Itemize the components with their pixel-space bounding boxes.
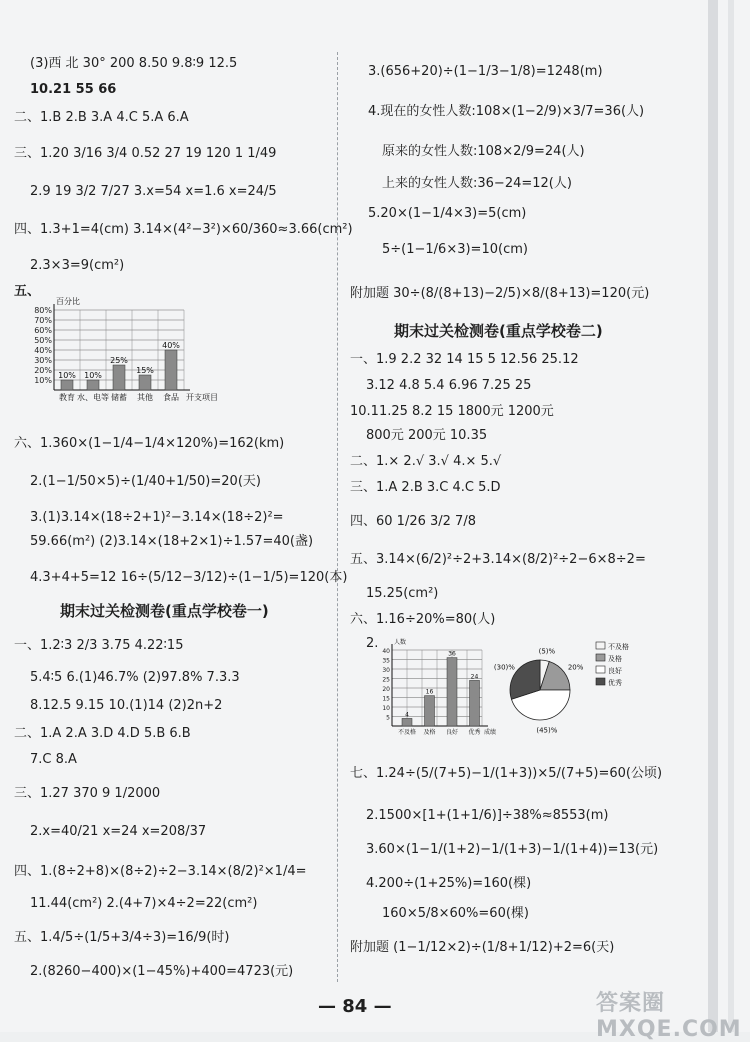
bar-value-label: 10% xyxy=(84,371,102,380)
right2-line-3: 10.11.25 8.2 15 1800元 1200元 xyxy=(350,404,554,419)
right2-line-5: 二、1.× 2.√ 3.√ 4.× 5.√ xyxy=(350,454,502,469)
left2-line-7: 2.x=40/21 x=24 x=208/37 xyxy=(30,824,207,839)
pie-slice-label: 20% xyxy=(567,663,584,672)
right3-line-2: 2.1500×[1+(1+1/6)]÷38%≈8553(m) xyxy=(366,808,609,823)
bar xyxy=(87,380,99,390)
bar-value-label: 10% xyxy=(58,371,76,380)
left2-line-1: 一、1.2∶3 2/3 3.75 4.22∶15 xyxy=(14,638,184,653)
x-tick-label: 不及格 xyxy=(397,729,417,736)
y-axis-label: 百分比 xyxy=(56,297,80,306)
y-axis-label: 人数 xyxy=(394,639,407,646)
right3-line-3: 3.60×(1−1/(1+2)−1/(1+3)−1/(1+4))=13(元) xyxy=(366,842,659,857)
x-tick-label: 教育 xyxy=(59,393,75,402)
pie-slice-label: (5)% xyxy=(538,647,556,656)
bar xyxy=(61,380,73,390)
right3-line-5: 160×5/8×60%=60(棵) xyxy=(382,906,529,921)
x-tick-label: 优秀 xyxy=(468,729,481,736)
y-tick-label: 25 xyxy=(382,676,390,684)
page-edge-shadow-2 xyxy=(728,0,734,1032)
score-pie-chart xyxy=(493,634,700,740)
right2-line-4: 800元 200元 10.35 xyxy=(366,428,488,443)
column-divider xyxy=(337,52,338,982)
left-line-10: 2.(1−1/50×5)÷(1/40+1/50)=20(天) xyxy=(30,474,261,489)
x-tick-label: 食品 xyxy=(163,393,179,402)
pie-slice-label: (30)% xyxy=(493,663,515,672)
right-line-6: 5÷(1−1/6×3)=10(cm) xyxy=(382,242,528,257)
left-line-7: 2.3×3=9(cm²) xyxy=(30,258,125,273)
bar xyxy=(165,350,177,390)
left-line-5: 2.9 19 3/2 7/27 3.x=54 x=1.6 x=24/5 xyxy=(30,184,277,199)
section-title-school-1: 期末过关检测卷(重点学校卷一) xyxy=(60,602,269,620)
right-line-1: 3.(656+20)÷(1−1/3−1/8)=1248(m) xyxy=(368,64,603,79)
y-tick-label: 40 xyxy=(382,648,390,655)
spending-bar-chart xyxy=(24,290,264,412)
pie-slice-label: (45)% xyxy=(536,726,558,735)
bar xyxy=(113,365,125,390)
left2-line-2: 5.4∶5 6.(1)46.7% (2)97.8% 7.3.3 xyxy=(30,670,240,685)
score-bar-chart xyxy=(372,634,498,740)
left2-line-5: 7.C 8.A xyxy=(30,752,77,767)
y-tick-label: 40% xyxy=(34,346,52,355)
y-tick-label: 60% xyxy=(34,326,52,335)
x-tick-label: 其他 xyxy=(137,393,153,402)
bar xyxy=(470,680,480,726)
left-line-3: 二、1.B 2.B 3.A 4.C 5.A 6.A xyxy=(14,110,189,125)
bar-value-label: 15% xyxy=(136,366,154,375)
left-line-8: 五、 xyxy=(14,284,41,299)
y-tick-label: 10 xyxy=(382,705,390,712)
legend-label: 及格 xyxy=(608,655,622,663)
bar-value-label: 25% xyxy=(110,356,128,365)
legend-swatch xyxy=(596,654,605,661)
left2-line-6: 三、1.27 370 9 1/2000 xyxy=(14,786,161,801)
right-line-4: 上来的女性人数:36−24=12(人) xyxy=(382,176,572,191)
bar xyxy=(139,375,151,390)
right3-line-4: 4.200÷(1+25%)=160(棵) xyxy=(366,876,532,891)
right-line-7: 附加题 30÷(8/(8+13)−2/5)×8/(8+13)=120(元) xyxy=(350,286,650,301)
left-line-1: (3)西 北 30° 200 8.50 9.8∶9 12.5 xyxy=(30,56,238,71)
watermark-logo: 答案圈 MXQE.COM xyxy=(596,991,742,1042)
bar-value-label: 16 xyxy=(425,688,434,696)
left-line-11: 3.(1)3.14×(18÷2+1)²−3.14×(18÷2)²= xyxy=(30,510,284,525)
y-tick-label: 70% xyxy=(34,316,52,325)
left2-line-11: 2.(8260−400)×(1−45%)+400=4723(元) xyxy=(30,964,294,979)
right2-line-1: 一、1.9 2.2 32 14 15 5 12.56 25.12 xyxy=(350,352,579,367)
x-axis-label: 成绩 xyxy=(484,729,497,736)
x-tick-label: 水、电等 xyxy=(77,393,109,402)
legend-label: 优秀 xyxy=(608,679,622,687)
right2-line-8: 五、3.14×(6/2)²÷2+3.14×(8/2)²÷2−6×8÷2= xyxy=(350,552,646,567)
right2-line-6: 三、1.A 2.B 3.C 4.C 5.D xyxy=(350,480,501,495)
y-tick-label: 20% xyxy=(34,366,52,375)
left-line-6: 四、1.3+1=4(cm) 3.14×(4²−3²)×60/360≈3.66(cm²) xyxy=(14,222,353,237)
left2-line-10: 五、1.4/5÷(1/5+3/4÷3)=16/9(时) xyxy=(14,930,230,945)
right2-line-2: 3.12 4.8 5.4 6.96 7.25 25 xyxy=(366,378,532,393)
right3-line-1: 七、1.24÷(5/(7+5)−1/(1+3))×5/(7+5)=60(公顷) xyxy=(350,766,663,781)
y-tick-label: 10% xyxy=(34,376,52,385)
bar xyxy=(447,658,457,726)
x-tick-label: 储蓄 xyxy=(111,393,127,402)
bar xyxy=(402,718,412,726)
legend-swatch xyxy=(596,642,605,649)
y-tick-label: 15 xyxy=(382,695,390,703)
right3-line-6: 附加题 (1−1/12×2)÷(1/8+1/12)+2=6(天) xyxy=(350,940,615,955)
bar-value-label: 36 xyxy=(448,650,456,658)
left2-line-9: 11.44(cm²) 2.(4+7)×4÷2=22(cm²) xyxy=(30,896,258,911)
bar-value-label: 40% xyxy=(162,341,180,350)
left-line-12: 59.66(m²) (2)3.14×(18+2×1)÷1.57=40(盏) xyxy=(30,534,314,549)
left2-line-3: 8.12.5 9.15 10.(1)14 (2)2n+2 xyxy=(30,698,223,713)
y-tick-label: 35 xyxy=(382,657,390,665)
right2-line-11: 2. xyxy=(366,636,379,651)
x-axis-label: 开支项目 xyxy=(186,393,218,402)
right2-line-7: 四、60 1/26 3/2 7/8 xyxy=(350,514,476,529)
bar-value-label: 24 xyxy=(470,673,479,681)
x-tick-label: 及格 xyxy=(423,729,436,736)
y-tick-label: 50% xyxy=(34,336,52,345)
page-edge-shadow xyxy=(708,0,718,1032)
bar-value-label: 4 xyxy=(405,711,409,719)
page-number: — 84 — xyxy=(318,996,392,1017)
right2-line-9: 15.25(cm²) xyxy=(366,586,439,601)
legend-swatch xyxy=(596,678,605,685)
legend-label: 良好 xyxy=(608,667,622,675)
left-line-9: 六、1.360×(1−1/4−1/4×120%)=162(km) xyxy=(14,436,285,451)
y-tick-label: 20 xyxy=(382,686,390,693)
y-tick-label: 30% xyxy=(34,356,52,365)
right-line-5: 5.20×(1−1/4×3)=5(cm) xyxy=(368,206,527,221)
left-line-4: 三、1.20 3/16 3/4 0.52 27 19 120 1 1/49 xyxy=(14,146,277,161)
legend-swatch xyxy=(596,666,605,673)
left2-line-4: 二、1.A 2.A 3.D 4.D 5.B 6.B xyxy=(14,726,191,741)
left2-line-8: 四、1.(8÷2+8)×(8÷2)÷2−3.14×(8/2)²×1/4= xyxy=(14,864,307,879)
y-tick-label: 30 xyxy=(382,667,390,674)
left-line-13: 4.3+4+5=12 16÷(5/12−3/12)÷(1−1/5)=120(本) xyxy=(30,570,348,585)
y-tick-label: 5 xyxy=(386,714,390,722)
section-title-school-2: 期末过关检测卷(重点学校卷二) xyxy=(394,322,603,340)
x-tick-label: 良好 xyxy=(445,729,459,736)
y-tick-label: 80% xyxy=(34,306,52,315)
bar xyxy=(425,696,435,726)
right-line-3: 原来的女性人数:108×2/9=24(人) xyxy=(382,144,585,159)
right2-line-10: 六、1.16÷20%=80(人) xyxy=(350,612,496,627)
legend-label: 不及格 xyxy=(608,643,629,651)
right-line-2: 4.现在的女性人数:108×(1−2/9)×3/7=36(人) xyxy=(368,104,645,119)
left-line-2: 10.21 55 66 xyxy=(30,82,117,97)
